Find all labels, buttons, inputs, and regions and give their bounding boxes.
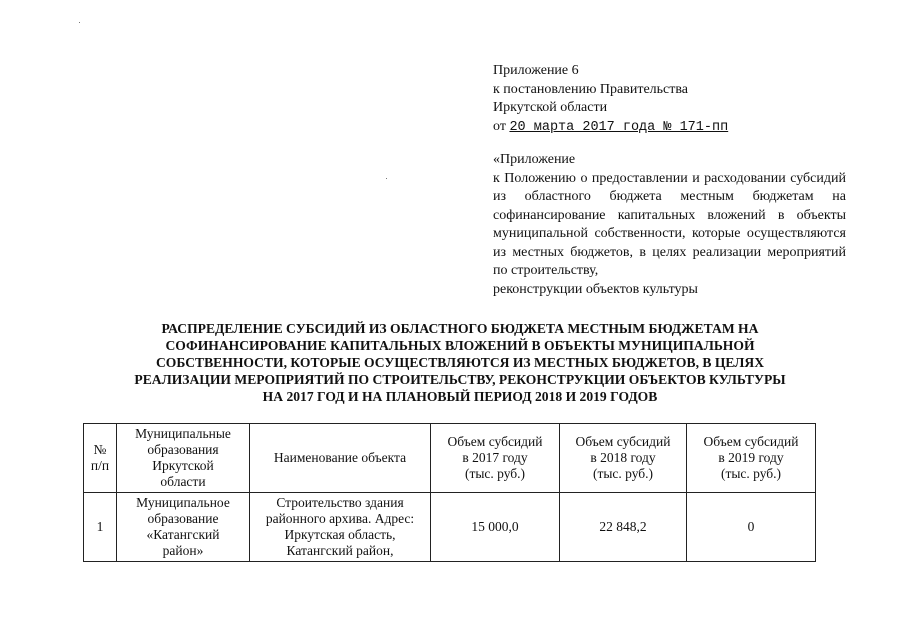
appendix-block: [493, 62, 728, 137]
appendix-date-line: [493, 118, 728, 138]
cell-sum-2019: 0: [687, 493, 816, 562]
appendix-decree: к постановлению Правительства: [493, 81, 689, 97]
cell-sum-2018: 22 848,2: [560, 493, 687, 562]
subappendix-body: к Положению о предоставлении и расходовании субсидий из областного бюджета местным бюджетам на софинансирование капитальных вложений в объекты муниципальной собственности, которые осуществляются из местных бюджетов, в целях реализации мероприятий по строительству,: [493, 170, 846, 278]
subsidy-table: [83, 423, 816, 562]
header-object: Наименование объекта: [250, 424, 431, 493]
cell-number: 1: [84, 493, 117, 562]
table-header-row: [84, 424, 816, 493]
cell-object: Строительство здания районного архива. Адрес: Иркутская область, Катангский район,: [250, 493, 431, 562]
subappendix-title: «Приложение: [493, 152, 576, 167]
decree-date: 20 марта 2017 года № 171-пп: [509, 119, 729, 135]
subappendix-block: [493, 151, 846, 299]
scan-speck: [386, 178, 387, 179]
cell-municipality: Муниципальное образование «Катангский район»: [117, 493, 250, 562]
header-sum-2019: Объем субсидий в 2019 году (тыс. руб.): [687, 424, 816, 493]
cell-sum-2017: 15 000,0: [431, 493, 560, 562]
scan-speck: [79, 22, 80, 23]
heading-line: СОФИНАНСИРОВАНИЕ КАПИТАЛЬНЫХ ВЛОЖЕНИЙ В ОБЪЕКТЫ МУНИЦИПАЛЬНОЙ: [165, 338, 755, 353]
header-municipality: Муниципальные образования Иркутской области: [117, 424, 250, 493]
header-sum-2018: Объем субсидий в 2018 году (тыс. руб.): [560, 424, 687, 493]
document-heading: [80, 320, 840, 405]
header-sum-2017: Объем субсидий в 2017 году (тыс. руб.): [431, 424, 560, 493]
heading-line: НА 2017 ГОД И НА ПЛАНОВЫЙ ПЕРИОД 2018 И 2019 ГОДОВ: [262, 389, 658, 404]
appendix-region: Иркутской области: [493, 100, 608, 115]
heading-line: РАСПРЕДЕЛЕНИЕ СУБСИДИЙ ИЗ ОБЛАСТНОГО БЮДЖЕТА МЕСТНЫМ БЮДЖЕТАМ НА: [161, 321, 759, 336]
table-row: [84, 493, 816, 562]
heading-line: РЕАЛИЗАЦИИ МЕРОПРИЯТИЙ ПО СТРОИТЕЛЬСТВУ, РЕКОНСТРУКЦИИ ОБЪЕКТОВ КУЛЬТУРЫ: [134, 372, 786, 387]
header-number: № п/п: [84, 424, 117, 493]
appendix-title: Приложение 6: [493, 63, 579, 78]
heading-line: СОБСТВЕННОСТИ, КОТОРЫЕ ОСУЩЕСТВЛЯЮТСЯ ИЗ МЕСТНЫХ БЮДЖЕТОВ, В ЦЕЛЯХ: [155, 355, 765, 370]
date-prefix: от: [493, 118, 506, 134]
subappendix-last-line: реконструкции объектов культуры: [493, 281, 698, 297]
